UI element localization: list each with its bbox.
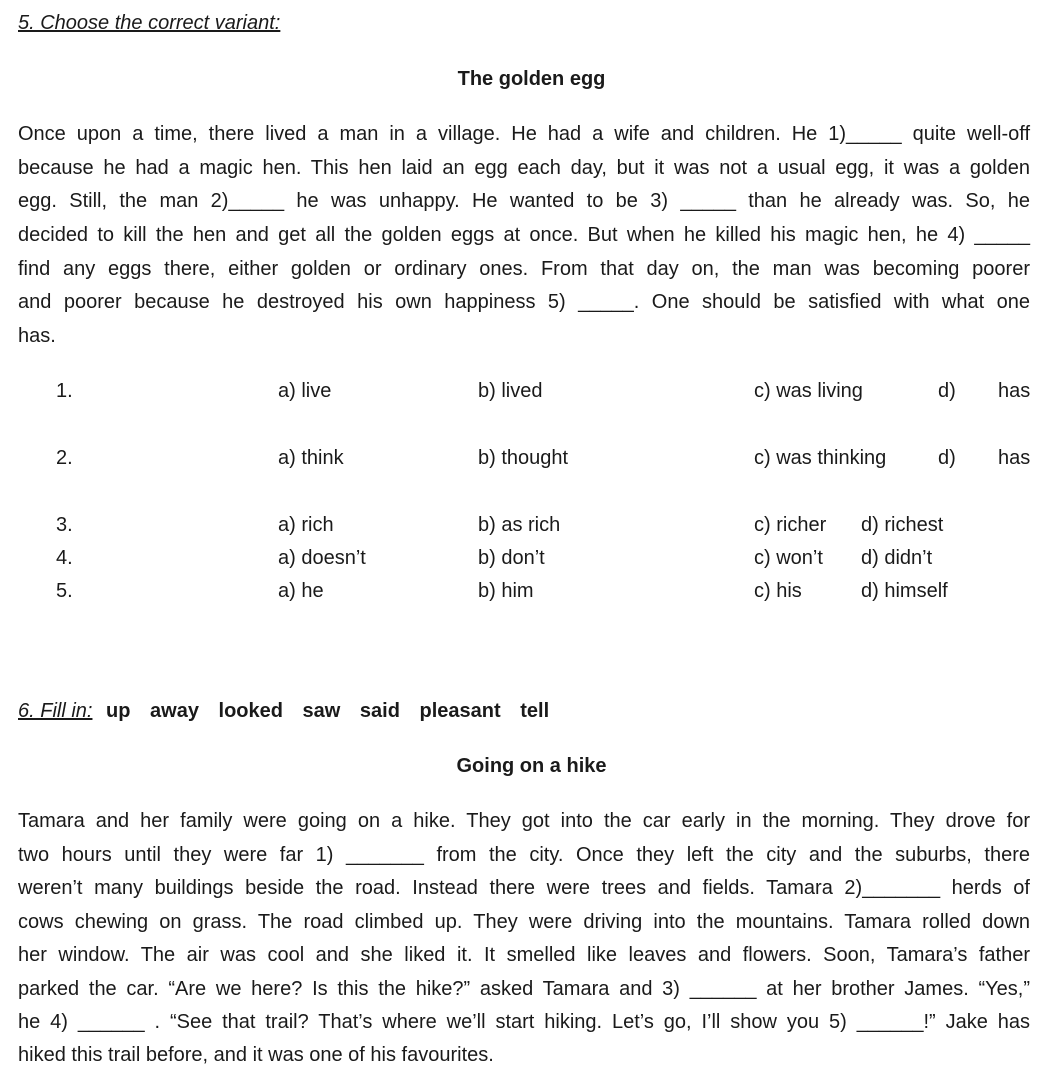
option-c: c) was living (754, 380, 863, 402)
story-line: Tamara and her family were going on a hike. They got into the car early in the morning. They drove for (18, 810, 1030, 832)
exercise-6-title: Going on a hike (456, 755, 607, 777)
option-b: b) him (478, 580, 534, 602)
option-d: d) (938, 447, 956, 469)
option-number: 5. (56, 580, 73, 602)
story-line: and poorer because he destroyed his own happiness 5) _____. One should be satisfied with what one (18, 291, 1030, 313)
story-line: hiked this trail before, and it was one of his favourites. (18, 1044, 494, 1066)
story-line: has. (18, 325, 56, 347)
story-line: parked the car. “Are we here? Is this the hike?” asked Tamara and 3) ______ at her brother James. “Yes,” (18, 978, 1030, 1000)
option-d: d) himself (861, 580, 948, 602)
story-line: weren’t many buildings beside the road. Instead there were trees and fields. Tamara 2)_______ herds of (18, 877, 1030, 899)
exercise-5-title: The golden egg (457, 68, 606, 90)
option-a: a) think (278, 447, 344, 469)
option-b: b) lived (478, 380, 543, 402)
story-line: decided to kill the hen and get all the golden eggs at once. But when he killed his magic hen, he 4) _____ (18, 224, 1030, 246)
option-c: c) his (754, 580, 802, 602)
word-bank-item: said (359, 700, 400, 722)
option-d: d) richest (861, 514, 944, 536)
option-a: a) he (278, 580, 324, 602)
option-d-text: has (998, 447, 1031, 469)
story-line: egg. Still, the man 2)_____ he was unhappy. He wanted to be 3) _____ than he already was. So, he (18, 190, 1030, 212)
story-line: cows chewing on grass. The road climbed up. They were driving into the mountains. Tamara rolled down (18, 911, 1030, 933)
option-a: a) live (278, 380, 332, 402)
option-b: b) as rich (478, 514, 561, 536)
option-a: a) doesn’t (278, 547, 366, 569)
option-d: d) didn’t (861, 547, 933, 569)
option-number: 4. (56, 547, 73, 569)
word-bank-item: away (150, 700, 199, 722)
exercise-6-header (18, 700, 563, 723)
story-line: her window. The air was cool and she liked it. It smelled like leaves and flowers. Soon, Tamara’s father (18, 944, 1030, 966)
exercise-5-heading: 5. Choose the correct variant: (18, 12, 281, 34)
option-c: c) was thinking (754, 447, 887, 469)
story-line: two hours until they were far 1) _______ from the city. Once they left the city and the suburbs, there (18, 844, 1030, 866)
story-line: because he had a magic hen. This hen laid an egg each day, but it was not a usual egg, it was a golden (18, 157, 1030, 179)
option-c: c) richer (754, 514, 827, 536)
option-c: c) won’t (754, 547, 823, 569)
story-line: he 4) ______ . “See that trail? That’s where we’ll start hiking. Let’s go, I’ll show you 5) ______!” Jake has (18, 1011, 1030, 1033)
option-b: b) thought (478, 447, 569, 469)
word-bank-item: looked (218, 700, 283, 722)
option-d: d) (938, 380, 956, 402)
story-line: Once upon a time, there lived a man in a village. He had a wife and children. He 1)_____ quite well-off (18, 123, 1030, 145)
option-number: 3. (56, 514, 73, 536)
word-bank-item: saw (302, 700, 341, 722)
option-number: 1. (56, 380, 73, 402)
option-b: b) don’t (478, 547, 545, 569)
exercise-6-heading: 6. Fill in: (18, 700, 93, 722)
word-bank-item: up (106, 700, 131, 722)
option-number: 2. (56, 447, 73, 469)
story-line: find any eggs there, either golden or ordinary ones. From that day on, the man was becoming poorer (18, 258, 1030, 280)
option-a: a) rich (278, 514, 334, 536)
word-bank-item: pleasant (419, 700, 501, 722)
word-bank-item: tell (520, 700, 550, 722)
option-d-text: has (998, 380, 1031, 402)
